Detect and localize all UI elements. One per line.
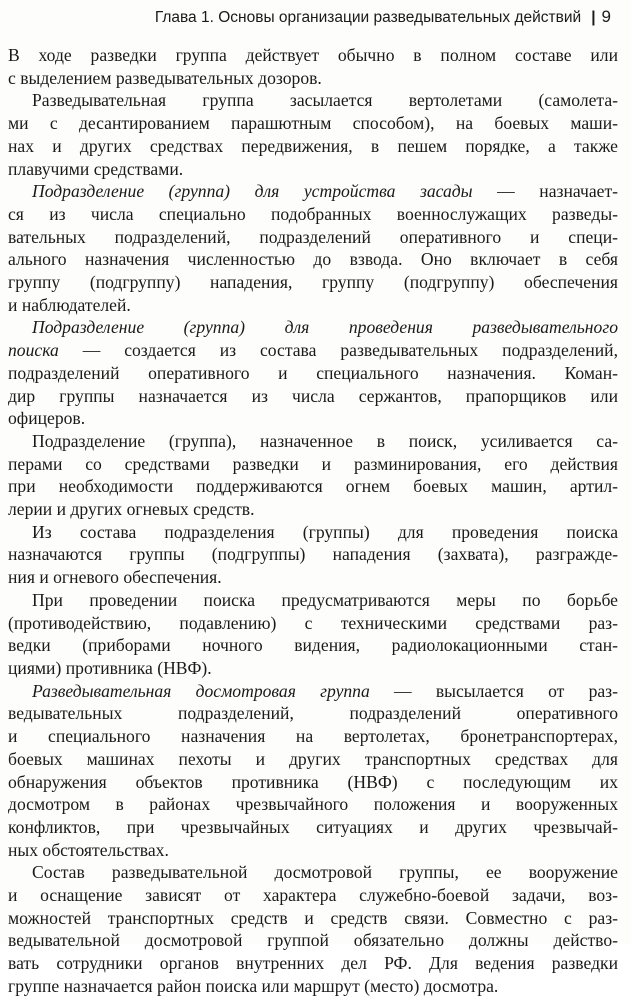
line-text: ведывательных подразделений, подразделений оперативного <box>8 703 618 724</box>
line-text: офицеров. <box>8 408 86 429</box>
line-text: ведывательной досмотровой группой обязательно должны действо- <box>8 930 618 951</box>
line-text: ния и огневого обеспечения. <box>8 567 222 588</box>
text-line <box>8 135 618 158</box>
header-separator: | <box>591 9 596 26</box>
line-text: при необходимости поддерживаются огнем боевых машин, артил- <box>8 476 618 497</box>
paragraph <box>8 430 618 521</box>
line-text: циями) противника (НВФ). <box>8 657 212 678</box>
text-line <box>8 158 618 181</box>
line-text: ся из числа специально подобранных военнослужащих разведы- <box>8 203 618 224</box>
text-line <box>8 271 618 294</box>
line-text: и специального назначения на вертолетах, бронетранспортерах, <box>8 726 618 747</box>
line-text: ведки (приборами ночного видения, радиолокационными стан- <box>8 635 618 656</box>
line-text: боевых машинах пехоты и других транспортных средствах для <box>8 748 618 769</box>
line-text: с выделением разведывательных дозоров. <box>8 67 322 88</box>
line-text: ми с десантированием парашютным способом), на боевых маши- <box>8 113 618 134</box>
line-text: Состав разведывательной досмотровой группы, ее вооружение <box>32 862 618 883</box>
text-line <box>8 702 618 725</box>
chapter-title: Глава 1. Основы организации разведывательных действий <box>154 9 582 26</box>
text-line <box>8 453 618 476</box>
line-text: конфликтов, при чрезвычайных ситуациях и других чрезвычай- <box>8 816 618 837</box>
text-line <box>8 975 618 998</box>
running-header <box>155 7 611 27</box>
line-text: группе назначается район поиска или маршрут (место) досмотра. <box>8 975 499 996</box>
line-text: ального назначения численностью до взвода. Оно включает в себя <box>8 249 618 270</box>
text-line <box>8 793 618 816</box>
text-line <box>8 748 618 771</box>
line-text: подразделений оперативного и специального назначения. Коман- <box>8 362 618 383</box>
line-text: лерии и других огневых средств. <box>8 499 255 520</box>
line-text: дир группы назначается из числа сержантов, прапорщиков или <box>8 385 618 406</box>
line-text: и оснащение зависят от характера служебно-боевой задачи, воз- <box>8 885 618 906</box>
text-line <box>8 248 618 271</box>
text-line <box>8 203 618 226</box>
text-line <box>8 407 618 430</box>
line-text: вательных подразделений, подразделений оперативного и специ- <box>8 226 618 247</box>
text-line <box>8 816 618 839</box>
line-text: При проведении поиска предусматриваются меры по борьбе <box>32 589 618 610</box>
paragraph <box>8 89 618 180</box>
paragraph <box>8 680 618 862</box>
text-line <box>8 475 618 498</box>
text-line <box>8 339 618 362</box>
text-line <box>8 498 618 521</box>
text-line <box>8 180 618 203</box>
line-text: В ходе разведки группа действует обычно в полном составе или <box>8 45 618 65</box>
line-text: — создается из состава разведывательных подразделений, <box>58 340 618 361</box>
line-text: Разведывательная группа засылается вертолетами (самолета- <box>32 90 618 111</box>
line-text: — назначает- <box>472 181 618 202</box>
text-line <box>8 634 618 657</box>
text-line <box>8 566 618 589</box>
line-text: перами со средствами разведки и разминирования, его действия <box>8 453 618 474</box>
text-line <box>8 294 618 317</box>
text-line <box>8 589 618 612</box>
paragraph <box>8 180 618 316</box>
line-text: и наблюдателей. <box>8 294 131 315</box>
text-line <box>8 657 618 680</box>
paragraph <box>8 521 618 589</box>
text-line <box>8 680 618 703</box>
line-text: (противодействию, подавлению) с техническими средствами раз- <box>8 612 618 633</box>
text-line <box>8 362 618 385</box>
defined-term: Разведывательная досмотровая группа <box>32 680 370 701</box>
defined-term: Подразделение (группа) для проведения разведывательного <box>32 317 618 338</box>
line-text: плавучими средствами. <box>8 158 184 179</box>
line-text: группу (подгруппу) нападения, группу (подгруппу) обеспечения <box>8 272 618 293</box>
line-text: досмотром в районах чрезвычайного положения и вооруженных <box>8 794 618 815</box>
text-line <box>8 543 618 566</box>
paragraph <box>8 861 618 997</box>
text-line <box>8 907 618 930</box>
text-line <box>8 44 618 67</box>
text-line <box>8 89 618 112</box>
text-line <box>8 112 618 135</box>
paragraph <box>8 589 618 680</box>
text-line <box>8 316 618 339</box>
line-text: Подразделение (группа), назначенное в поиск, усиливается са- <box>32 430 618 451</box>
line-text: нах и других средствах передвижения, в пешем порядке, а также <box>8 135 618 156</box>
line-text: Из состава подразделения (группы) для проведения поиска <box>32 521 618 542</box>
text-line <box>8 929 618 952</box>
text-line <box>8 612 618 635</box>
text-line <box>8 839 618 862</box>
line-text: назначаются группы (подгруппы) нападения (захвата), разгражде- <box>8 544 618 565</box>
line-text: ных обстоятельствах. <box>8 839 169 860</box>
paragraph <box>8 316 618 430</box>
text-line <box>8 861 618 884</box>
text-line <box>8 67 618 90</box>
text-line <box>8 226 618 249</box>
body-text <box>8 44 618 998</box>
text-line <box>8 521 618 544</box>
defined-term: поиска <box>8 340 59 361</box>
text-line <box>8 725 618 748</box>
line-text: обнаружения объектов противника (НВФ) с последующим их <box>8 771 618 792</box>
text-line <box>8 430 618 453</box>
text-line <box>8 884 618 907</box>
line-text: — высылается от раз- <box>369 680 618 701</box>
defined-term: Подразделение (группа) для устройства засады <box>32 181 473 202</box>
line-text: вать сотрудники органов внутренних дел РФ. Для ведения разведки <box>8 953 618 974</box>
text-line <box>8 385 618 408</box>
line-text: можностей транспортных средств и средств связи. Совместно с раз- <box>8 907 618 928</box>
text-line <box>8 771 618 794</box>
text-line <box>8 952 618 975</box>
paragraph <box>8 44 618 89</box>
page-number: 9 <box>601 7 611 26</box>
